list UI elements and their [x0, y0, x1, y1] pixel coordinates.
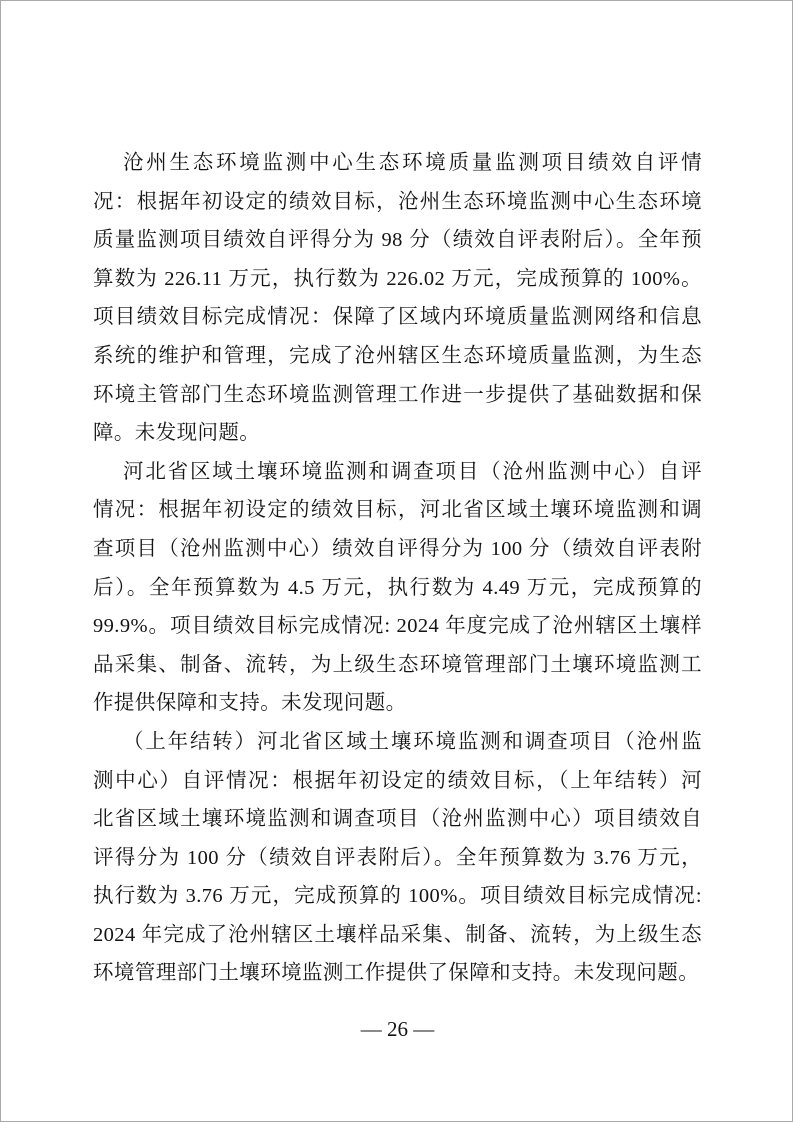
page-footer — [1, 1013, 793, 1045]
text-line: 查项目（沧州监测中心）绩效自评得分为 100 分（绩效自评表附 — [93, 537, 702, 560]
page-number: — 26 — — [360, 1017, 435, 1041]
text-line: 环境管理部门土壤环境监测工作提供了保障和支持。未发现问题。 — [93, 962, 700, 985]
text-line: （上年结转）河北省区域土壤环境监测和调查项目（沧州监 — [123, 730, 702, 753]
document-body — [93, 144, 702, 993]
text-line: 沧州生态环境监测中心生态环境质量监测项目绩效自评情 — [123, 152, 702, 174]
paragraph — [93, 144, 702, 453]
text-line: 测中心）自评情况：根据年初设定的绩效目标，（上年结转）河 — [93, 769, 702, 792]
text-line: 算数为 226.11 万元，执行数为 226.02 万元，完成预算的 100%。 — [93, 267, 702, 290]
text-line: 质量监测项目绩效自评得分为 98 分（绩效自评表附后）。全年预 — [93, 229, 702, 252]
text-line: 北省区域土壤环境监测和调查项目（沧州监测中心）项目绩效自 — [93, 808, 702, 831]
text-line: 系统的维护和管理，完成了沧州辖区生态环境质量监测，为生态 — [93, 344, 702, 367]
text-line: 河北省区域土壤环境监测和调查项目（沧州监测中心）自评 — [123, 460, 702, 483]
text-line: 2024 年完成了沧州辖区土壤样品采集、制备、流转，为上级生态 — [93, 923, 702, 946]
text-line: 障。未发现问题。 — [93, 422, 261, 445]
text-line: 环境主管部门生态环境监测管理工作进一步提供了基础数据和保 — [93, 383, 702, 406]
text-line: 后）。全年预算数为 4.5 万元，执行数为 4.49 万元，完成预算的 — [93, 576, 702, 599]
text-line: 情况：根据年初设定的绩效目标，河北省区域土壤环境监测和调 — [93, 499, 702, 522]
text-line: 项目绩效目标完成情况：保障了区域内环境质量监测网络和信息 — [93, 306, 702, 329]
text-line: 作提供保障和支持。未发现问题。 — [93, 692, 407, 715]
text-line: 评得分为 100 分（绩效自评表附后）。全年预算数为 3.76 万元， — [93, 846, 702, 869]
text-line: 况：根据年初设定的绩效目标，沧州生态环境监测中心生态环境 — [93, 190, 702, 213]
text-line: 品采集、制备、流转，为上级生态环境管理部门土壤环境监测工 — [93, 653, 702, 676]
paragraph — [93, 453, 702, 723]
paragraph — [93, 723, 702, 993]
text-line: 执行数为 3.76 万元，完成预算的 100%。项目绩效目标完成情况: — [93, 885, 702, 908]
text-line: 99.9%。项目绩效目标完成情况: 2024 年度完成了沧州辖区土壤样 — [93, 615, 702, 638]
